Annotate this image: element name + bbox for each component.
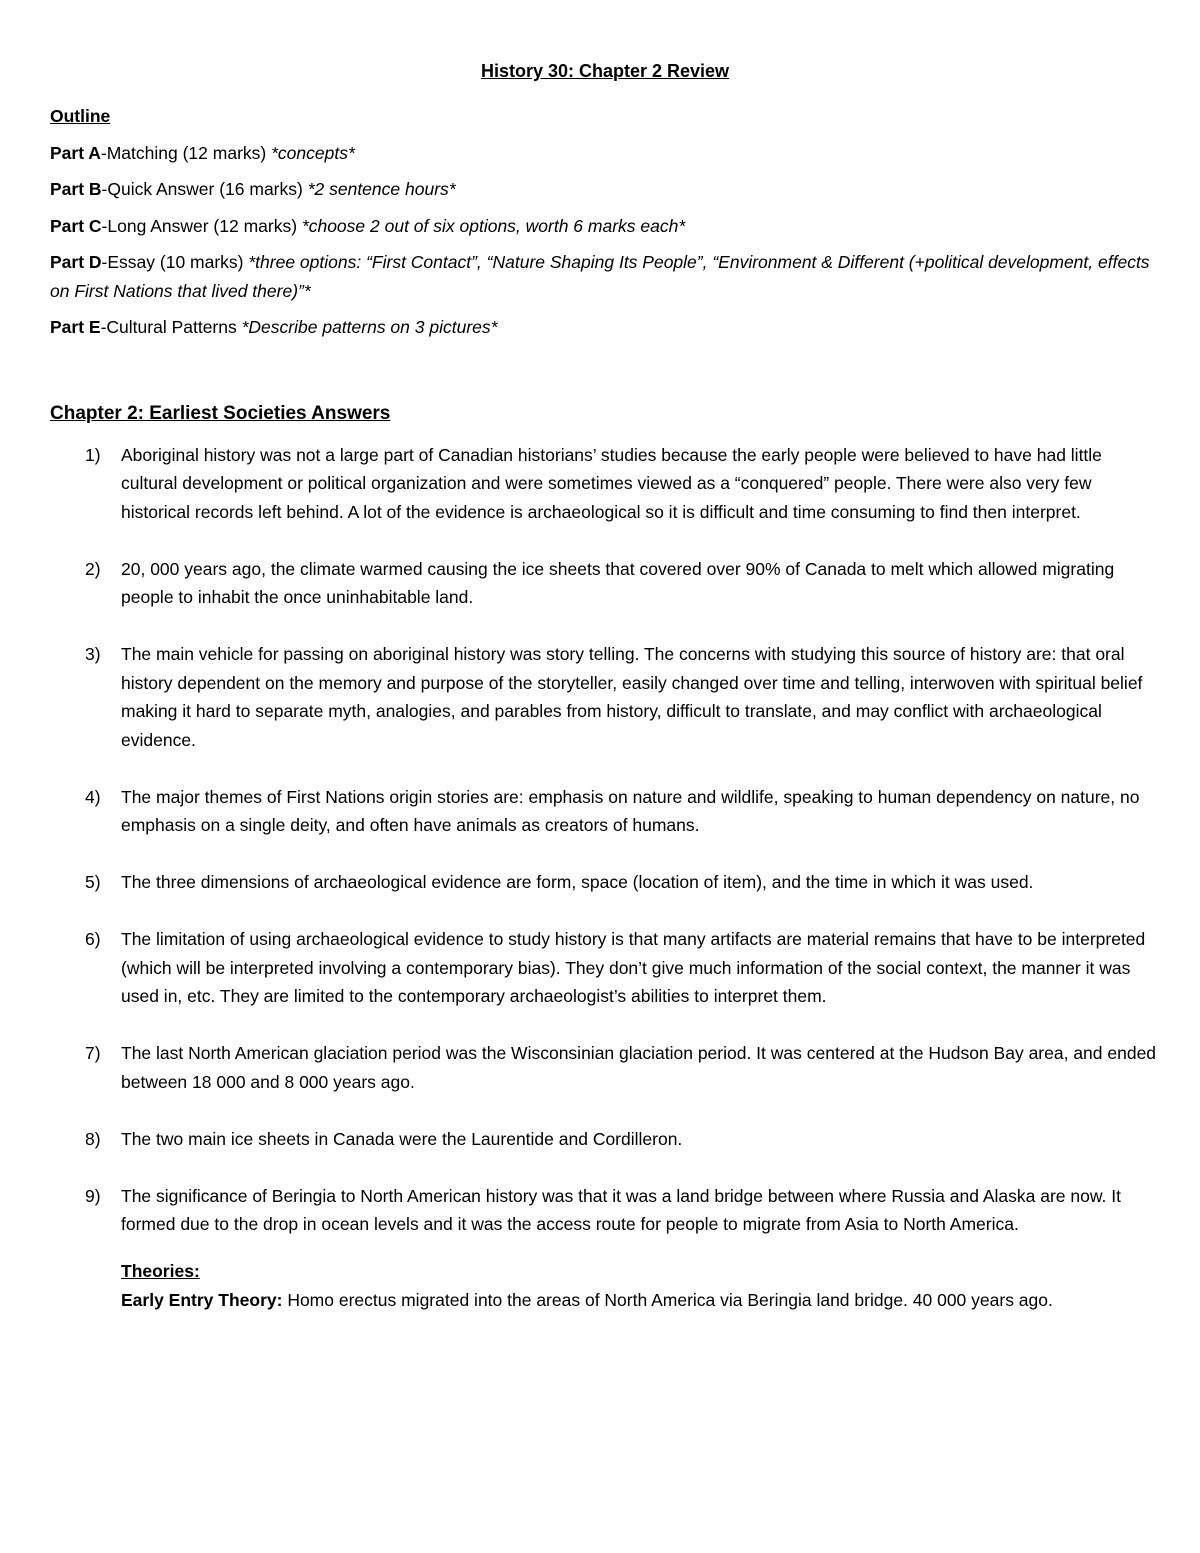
answer-number: 9) <box>85 1185 101 1206</box>
outline-part-note: *three options: “First Contact”, “Nature Shaping Its People”, “Environment & Different (+political development, effects on First Nations that lived there)”* <box>50 252 1150 301</box>
answer-item-6 <box>50 925 1160 1011</box>
outline-part-e <box>50 313 1160 342</box>
answer-item-5 <box>50 868 1160 897</box>
outline-part-text: -Long Answer (12 marks) <box>101 215 302 236</box>
answer-number: 5) <box>85 872 101 892</box>
outline-part-note: *concepts* <box>271 142 355 163</box>
answer-number: 3) <box>85 644 101 664</box>
answer-text: The two main ice sheets in Canada were the Laurentide and Cordilleron. <box>121 1128 683 1149</box>
outline-part-a <box>50 139 1160 168</box>
answer-text: The major themes of First Nations origin stories are: emphasis on nature and wildlife, speaking to human dependency on nature, no emphasis on a single deity, and often have animals as creators of humans. <box>121 786 1140 835</box>
answer-item-4 <box>50 783 1160 840</box>
outline-part-text: -Matching (12 marks) <box>100 142 272 163</box>
outline-part-label: Part C <box>50 215 102 236</box>
outline-part-c <box>50 212 1160 241</box>
page-title: History 30: Chapter 2 Review <box>480 61 730 81</box>
theory-name: Early Entry Theory: <box>121 1289 283 1310</box>
outline-part-note: *choose 2 out of six options, worth 6 marks each* <box>301 215 686 236</box>
answer-number: 8) <box>85 1128 101 1149</box>
answer-item-3 <box>50 640 1160 754</box>
outline-part-label: Part A <box>50 142 101 163</box>
answer-number: 7) <box>85 1043 101 1063</box>
answer-item-1 <box>50 441 1160 527</box>
answer-number: 2) <box>85 558 101 579</box>
answer-text: The significance of Beringia to North American history was that it was a land bridge between where Russia and Alaska are now. It formed due to the drop in ocean levels and it was the access route for people to migrate from Asia to North America. <box>121 1185 1121 1234</box>
answer-item-8 <box>50 1125 1160 1154</box>
outline-part-text: -Cultural Patterns <box>100 317 242 337</box>
answer-item-2 <box>50 555 1160 612</box>
answer-text: Aboriginal history was not a large part of Canadian historians’ studies because the early people were believed to have had little cultural development or political organization and were sometimes viewed as a “conquered” people. There were also very few historical records left behind. A lot of the evidence is archaeological so it is difficult and time consuming to find then interpret. <box>121 444 1102 522</box>
outline-heading: Outline <box>50 106 111 126</box>
answer-text: The three dimensions of archaeological evidence are form, space (location of item), and the time in which it was used. <box>121 872 1034 892</box>
outline-part-b <box>50 175 1160 204</box>
theory-text: Homo erectus migrated into the areas of North America via Beringia land bridge. 40 000 years ago. <box>282 1289 1053 1310</box>
answer-text: The limitation of using archaeological evidence to study history is that many artifacts are material remains that have to be interpreted (which will be interpreted involving a contemporary bias). They don’t give much information of the social context, the manner it was used in, etc. They are limited to the contemporary archaeologist’s abilities to interpret them. <box>121 929 1146 1006</box>
theories-heading: Theories: <box>121 1261 200 1281</box>
answers-list <box>50 441 1160 1239</box>
outline-part-label: Part E <box>50 317 101 337</box>
answer-item-7 <box>50 1039 1160 1096</box>
outline-part-label: Part D <box>50 252 102 272</box>
answer-text: The last North American glaciation period was the Wisconsinian glaciation period. It was centered at the Hudson Bay area, and ended between 18 000 and 8 000 years ago. <box>121 1043 1157 1092</box>
answer-text: The main vehicle for passing on aboriginal history was story telling. The concerns with studying this source of history are: that oral history dependent on the memory and purpose of the storyteller, easily changed over time and telling, interwoven with spiritual belief making it hard to separate myth, analogies, and parables from history, difficult to translate, and may conflict with archaeological evidence. <box>121 644 1143 750</box>
chapter-heading: Chapter 2: Earliest Societies Answers <box>50 402 391 424</box>
outline-part-note: *2 sentence hours* <box>307 179 456 199</box>
outline-part-note: *Describe patterns on 3 pictures* <box>241 317 498 337</box>
theory-item <box>121 1286 1160 1315</box>
answer-text: 20, 000 years ago, the climate warmed causing the ice sheets that covered over 90% of Canada to melt which allowed migrating people to inhabit the once uninhabitable land. <box>121 558 1115 607</box>
theories-section <box>50 1257 1160 1314</box>
outline-part-label: Part B <box>50 179 102 199</box>
outline-part-text: -Essay (10 marks) <box>101 252 249 272</box>
answer-item-9 <box>50 1182 1160 1239</box>
outline-part-text: -Quick Answer (16 marks) <box>101 179 308 199</box>
document-page <box>50 56 1160 1314</box>
answer-number: 4) <box>85 786 101 807</box>
outline-part-d <box>50 248 1160 305</box>
answer-number: 6) <box>85 929 101 949</box>
answer-number: 1) <box>85 444 101 465</box>
